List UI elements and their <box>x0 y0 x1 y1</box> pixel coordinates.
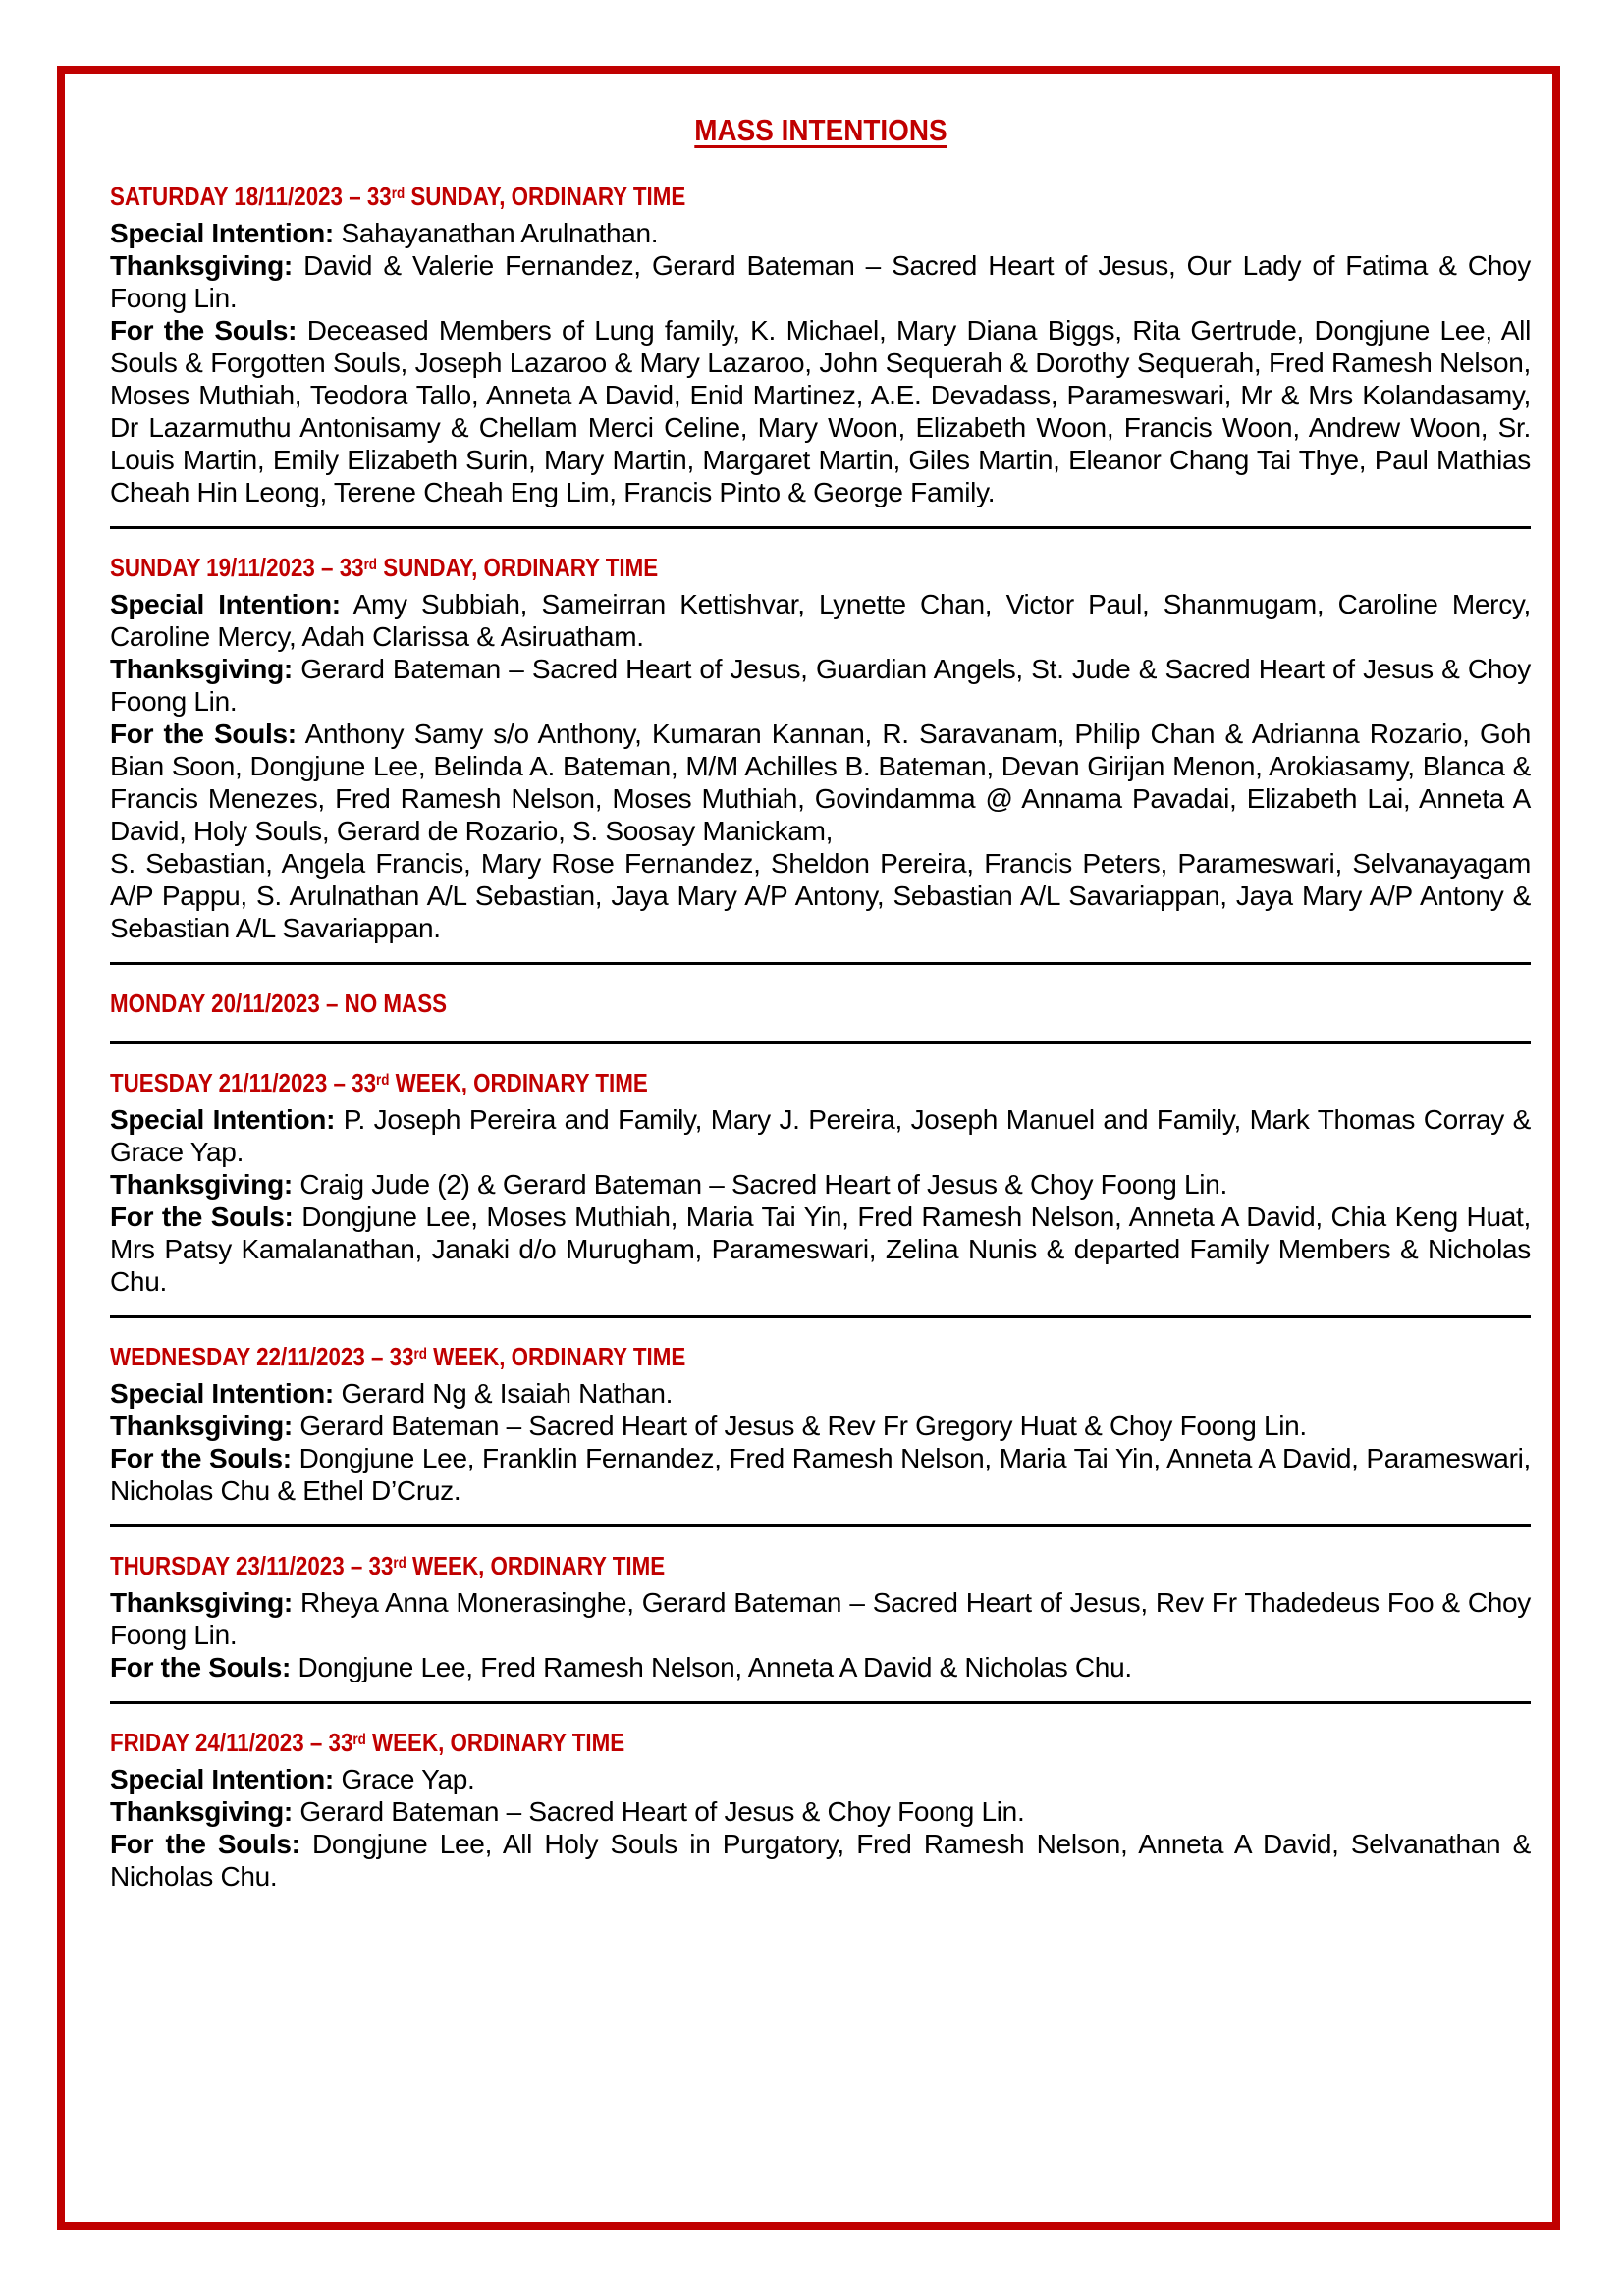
mass-day-section <box>110 1527 1531 1704</box>
heading-date-text: SUNDAY 19/11/2023 – 33 <box>110 553 364 583</box>
heading-week-text: SUNDAY, ORDINARY TIME <box>377 553 659 583</box>
intention-label: For the Souls: <box>110 315 298 347</box>
intention-text: Craig Jude (2) & Gerard Bateman – Sacred Heart of Jesus & Choy Foong Lin. <box>299 1169 1227 1201</box>
intention-label: For the Souls: <box>110 1201 294 1233</box>
heading-date-text: MONDAY 20/11/2023 – NO MASS <box>110 988 448 1019</box>
intention-label: For the Souls: <box>110 1652 292 1683</box>
section-heading-text <box>110 549 658 584</box>
intention-entry <box>110 314 1531 508</box>
intention-text: Dongjune Lee, All Holy Souls in Purgatory, Fred Ramesh Nelson, Anneta A David, Selvanathan & Nicholas Chu. <box>110 1829 1531 1893</box>
intention-label: For the Souls: <box>110 719 297 750</box>
heading-ordinal-suffix: rd <box>391 186 406 202</box>
intention-label: Special Intention: <box>110 589 341 620</box>
section-heading <box>110 1724 1531 1759</box>
mass-day-section <box>110 965 1531 1044</box>
page-title-text: MASS INTENTIONS <box>693 113 947 147</box>
section-heading <box>110 1338 1531 1373</box>
intention-text: Gerard Bateman – Sacred Heart of Jesus & Choy Foong Lin. <box>299 1796 1025 1828</box>
intention-entry <box>110 653 1531 718</box>
section-heading-text <box>110 985 447 1020</box>
heading-date-text: THURSDAY 23/11/2023 – 33 <box>110 1551 394 1581</box>
intention-entry <box>110 1201 1531 1298</box>
sections-container <box>110 158 1531 1910</box>
intention-text: Amy Subbiah, Sameirran Kettishvar, Lynette Chan, Victor Paul, Shanmugam, Caroline Mercy, Caroline Mercy, Adah Clarissa & Asiruatham. <box>110 589 1531 653</box>
mass-day-section <box>110 529 1531 965</box>
section-heading-text <box>110 1724 624 1759</box>
section-entries <box>110 1586 1531 1683</box>
section-entries <box>110 1763 1531 1893</box>
intention-label: Thanksgiving: <box>110 1587 293 1619</box>
heading-ordinal-suffix: rd <box>352 1732 366 1749</box>
mass-day-section <box>110 1704 1531 1910</box>
section-heading <box>110 178 1531 213</box>
section-heading <box>110 985 1531 1020</box>
section-entries <box>110 217 1531 508</box>
intention-label: For the Souls: <box>110 1829 300 1860</box>
intention-text: Dongjune Lee, Franklin Fernandez, Fred Ramesh Nelson, Maria Tai Yin, Anneta A David, Parameswari, Nicholas Chu & Ethel D’Cruz. <box>110 1443 1531 1507</box>
section-heading <box>110 1064 1531 1099</box>
heading-week-text: WEEK, ORDINARY TIME <box>365 1728 625 1758</box>
heading-week-text: SUNDAY, ORDINARY TIME <box>405 182 686 212</box>
intention-text: Sahayanathan Arulnathan. <box>341 218 659 249</box>
heading-week-text: WEEK, ORDINARY TIME <box>389 1068 648 1098</box>
heading-ordinal-suffix: rd <box>363 557 378 574</box>
intention-label: Special Intention: <box>110 1104 336 1136</box>
intention-entry <box>110 1795 1531 1828</box>
intention-text: Gerard Bateman – Sacred Heart of Jesus & Rev Fr Gregory Huat & Choy Foong Lin. <box>299 1411 1307 1442</box>
intention-label: Special Intention: <box>110 1378 334 1410</box>
intention-text: Dongjune Lee, Fred Ramesh Nelson, Anneta A David & Nicholas Chu. <box>298 1652 1132 1683</box>
section-heading-text <box>110 1338 685 1373</box>
intention-entry <box>110 588 1531 653</box>
intention-text: Deceased Members of Lung family, K. Michael, Mary Diana Biggs, Rita Gertrude, Dongjune Lee, All Souls & Forgotten Souls, Joseph Lazaroo & Mary Lazaroo, John Sequerah & Dorothy Sequerah, Fred Ramesh Nelson, Moses Muthiah, Teodora Tallo, Anneta A David, Enid Martinez, A.E. Devadass, Parameswari, Mr & Mrs Kolandasamy, Dr Lazarmuthu Antonisamy & Chellam Merci Celine, Mary Woon, Elizabeth Woon, Francis Woon, Andrew Woon, Sr. Louis Martin, Emily Elizabeth Surin, Mary Martin, Margaret Martin, Giles Martin, Eleanor Chang Tai Thye, Paul Mathias Cheah Hin Leong, Terene Cheah Eng Lim, Francis Pinto & George Family. <box>110 315 1532 508</box>
intention-entry <box>110 1442 1531 1507</box>
intention-text: Anthony Samy s/o Anthony, Kumaran Kannan, R. Saravanam, Philip Chan & Adrianna Rozario, Goh Bian Soon, Dongjune Lee, Belinda A. Bateman, M/M Achilles B. Bateman, Devan Girijan Menon, Arokiasamy, Blanca & Francis Menezes, Fred Ramesh Nelson, Moses Muthiah, Govindamma @ Annama Pavadai, Elizabeth Lai, Anneta A David, Holy Souls, Gerard de Rozario, S. Soosay Manickam, <box>110 719 1531 847</box>
intention-label: Thanksgiving: <box>110 1796 293 1828</box>
intention-label: Thanksgiving: <box>110 654 293 685</box>
intention-label: Special Intention: <box>110 218 334 249</box>
intention-text: David & Valerie Fernandez, Gerard Bateman – Sacred Heart of Jesus, Our Lady of Fatima & Choy Foong Lin. <box>110 250 1531 314</box>
intention-label: Thanksgiving: <box>110 1169 293 1201</box>
section-heading-text <box>110 1547 665 1582</box>
heading-date-text: SATURDAY 18/11/2023 – 33 <box>110 182 392 212</box>
intention-label: For the Souls: <box>110 1443 292 1474</box>
intention-entry <box>110 1828 1531 1893</box>
heading-date-text: WEDNESDAY 22/11/2023 – 33 <box>110 1342 414 1372</box>
intention-text: P. Joseph Pereira and Family, Mary J. Pereira, Joseph Manuel and Family, Mark Thomas Corray & Grace Yap. <box>110 1104 1531 1168</box>
intention-text: Dongjune Lee, Moses Muthiah, Maria Tai Yin, Fred Ramesh Nelson, Anneta A David, Chia Keng Huat, Mrs Patsy Kamalanathan, Janaki d/o Murugham, Parameswari, Zelina Nunis & departed Family Members & Nicholas Chu. <box>110 1201 1531 1298</box>
intention-label: Thanksgiving: <box>110 250 293 282</box>
mass-day-section <box>110 1044 1531 1318</box>
section-heading-text <box>110 1064 648 1099</box>
intention-text: Gerard Ng & Isaiah Nathan. <box>341 1378 674 1410</box>
intention-entry <box>110 1103 1531 1168</box>
section-entries <box>110 588 1531 944</box>
intention-label: Special Intention: <box>110 1764 334 1795</box>
section-heading <box>110 1547 1531 1582</box>
section-heading-text <box>110 178 685 213</box>
heading-ordinal-suffix: rd <box>393 1555 406 1573</box>
section-entries <box>110 1103 1531 1298</box>
intention-entry <box>110 1586 1531 1651</box>
heading-date-text: TUESDAY 21/11/2023 – 33 <box>110 1068 377 1098</box>
page-border <box>57 66 1560 2230</box>
mass-day-section <box>110 158 1531 529</box>
heading-ordinal-suffix: rd <box>376 1072 390 1090</box>
intention-text: Rheya Anna Monerasinghe, Gerard Bateman – Sacred Heart of Jesus, Rev Fr Thadedeus Foo & Choy Foong Lin. <box>110 1587 1531 1651</box>
section-heading <box>110 549 1531 584</box>
intention-entry <box>110 1377 1531 1410</box>
mass-day-section <box>110 1318 1531 1527</box>
intention-entry <box>110 1168 1531 1201</box>
intention-entry <box>110 1651 1531 1683</box>
intention-text-continued: S. Sebastian, Angela Francis, Mary Rose Fernandez, Sheldon Pereira, Francis Peters, Parameswari, Selvanayagam A/P Pappu, S. Arulnathan A/L Sebastian, Jaya Mary A/P Antony, Sebastian A/L Savariappan, Jaya Mary A/P Antony & Sebastian A/L Savariappan. <box>110 848 1531 944</box>
section-entries <box>110 1377 1531 1507</box>
intention-entry <box>110 718 1531 944</box>
heading-week-text: WEEK, ORDINARY TIME <box>406 1551 666 1581</box>
intention-text: Grace Yap. <box>341 1764 475 1795</box>
intention-entry <box>110 1410 1531 1442</box>
intention-text: Gerard Bateman – Sacred Heart of Jesus, Guardian Angels, St. Jude & Sacred Heart of Jesus & Choy Foong Lin. <box>110 654 1531 718</box>
heading-week-text: WEEK, ORDINARY TIME <box>426 1342 686 1372</box>
intention-entry <box>110 249 1531 314</box>
intention-entry <box>110 1763 1531 1795</box>
page-title <box>110 113 1531 148</box>
heading-date-text: FRIDAY 24/11/2023 – 33 <box>110 1728 353 1758</box>
intention-label: Thanksgiving: <box>110 1411 293 1442</box>
intention-entry <box>110 217 1531 249</box>
heading-ordinal-suffix: rd <box>413 1346 427 1363</box>
